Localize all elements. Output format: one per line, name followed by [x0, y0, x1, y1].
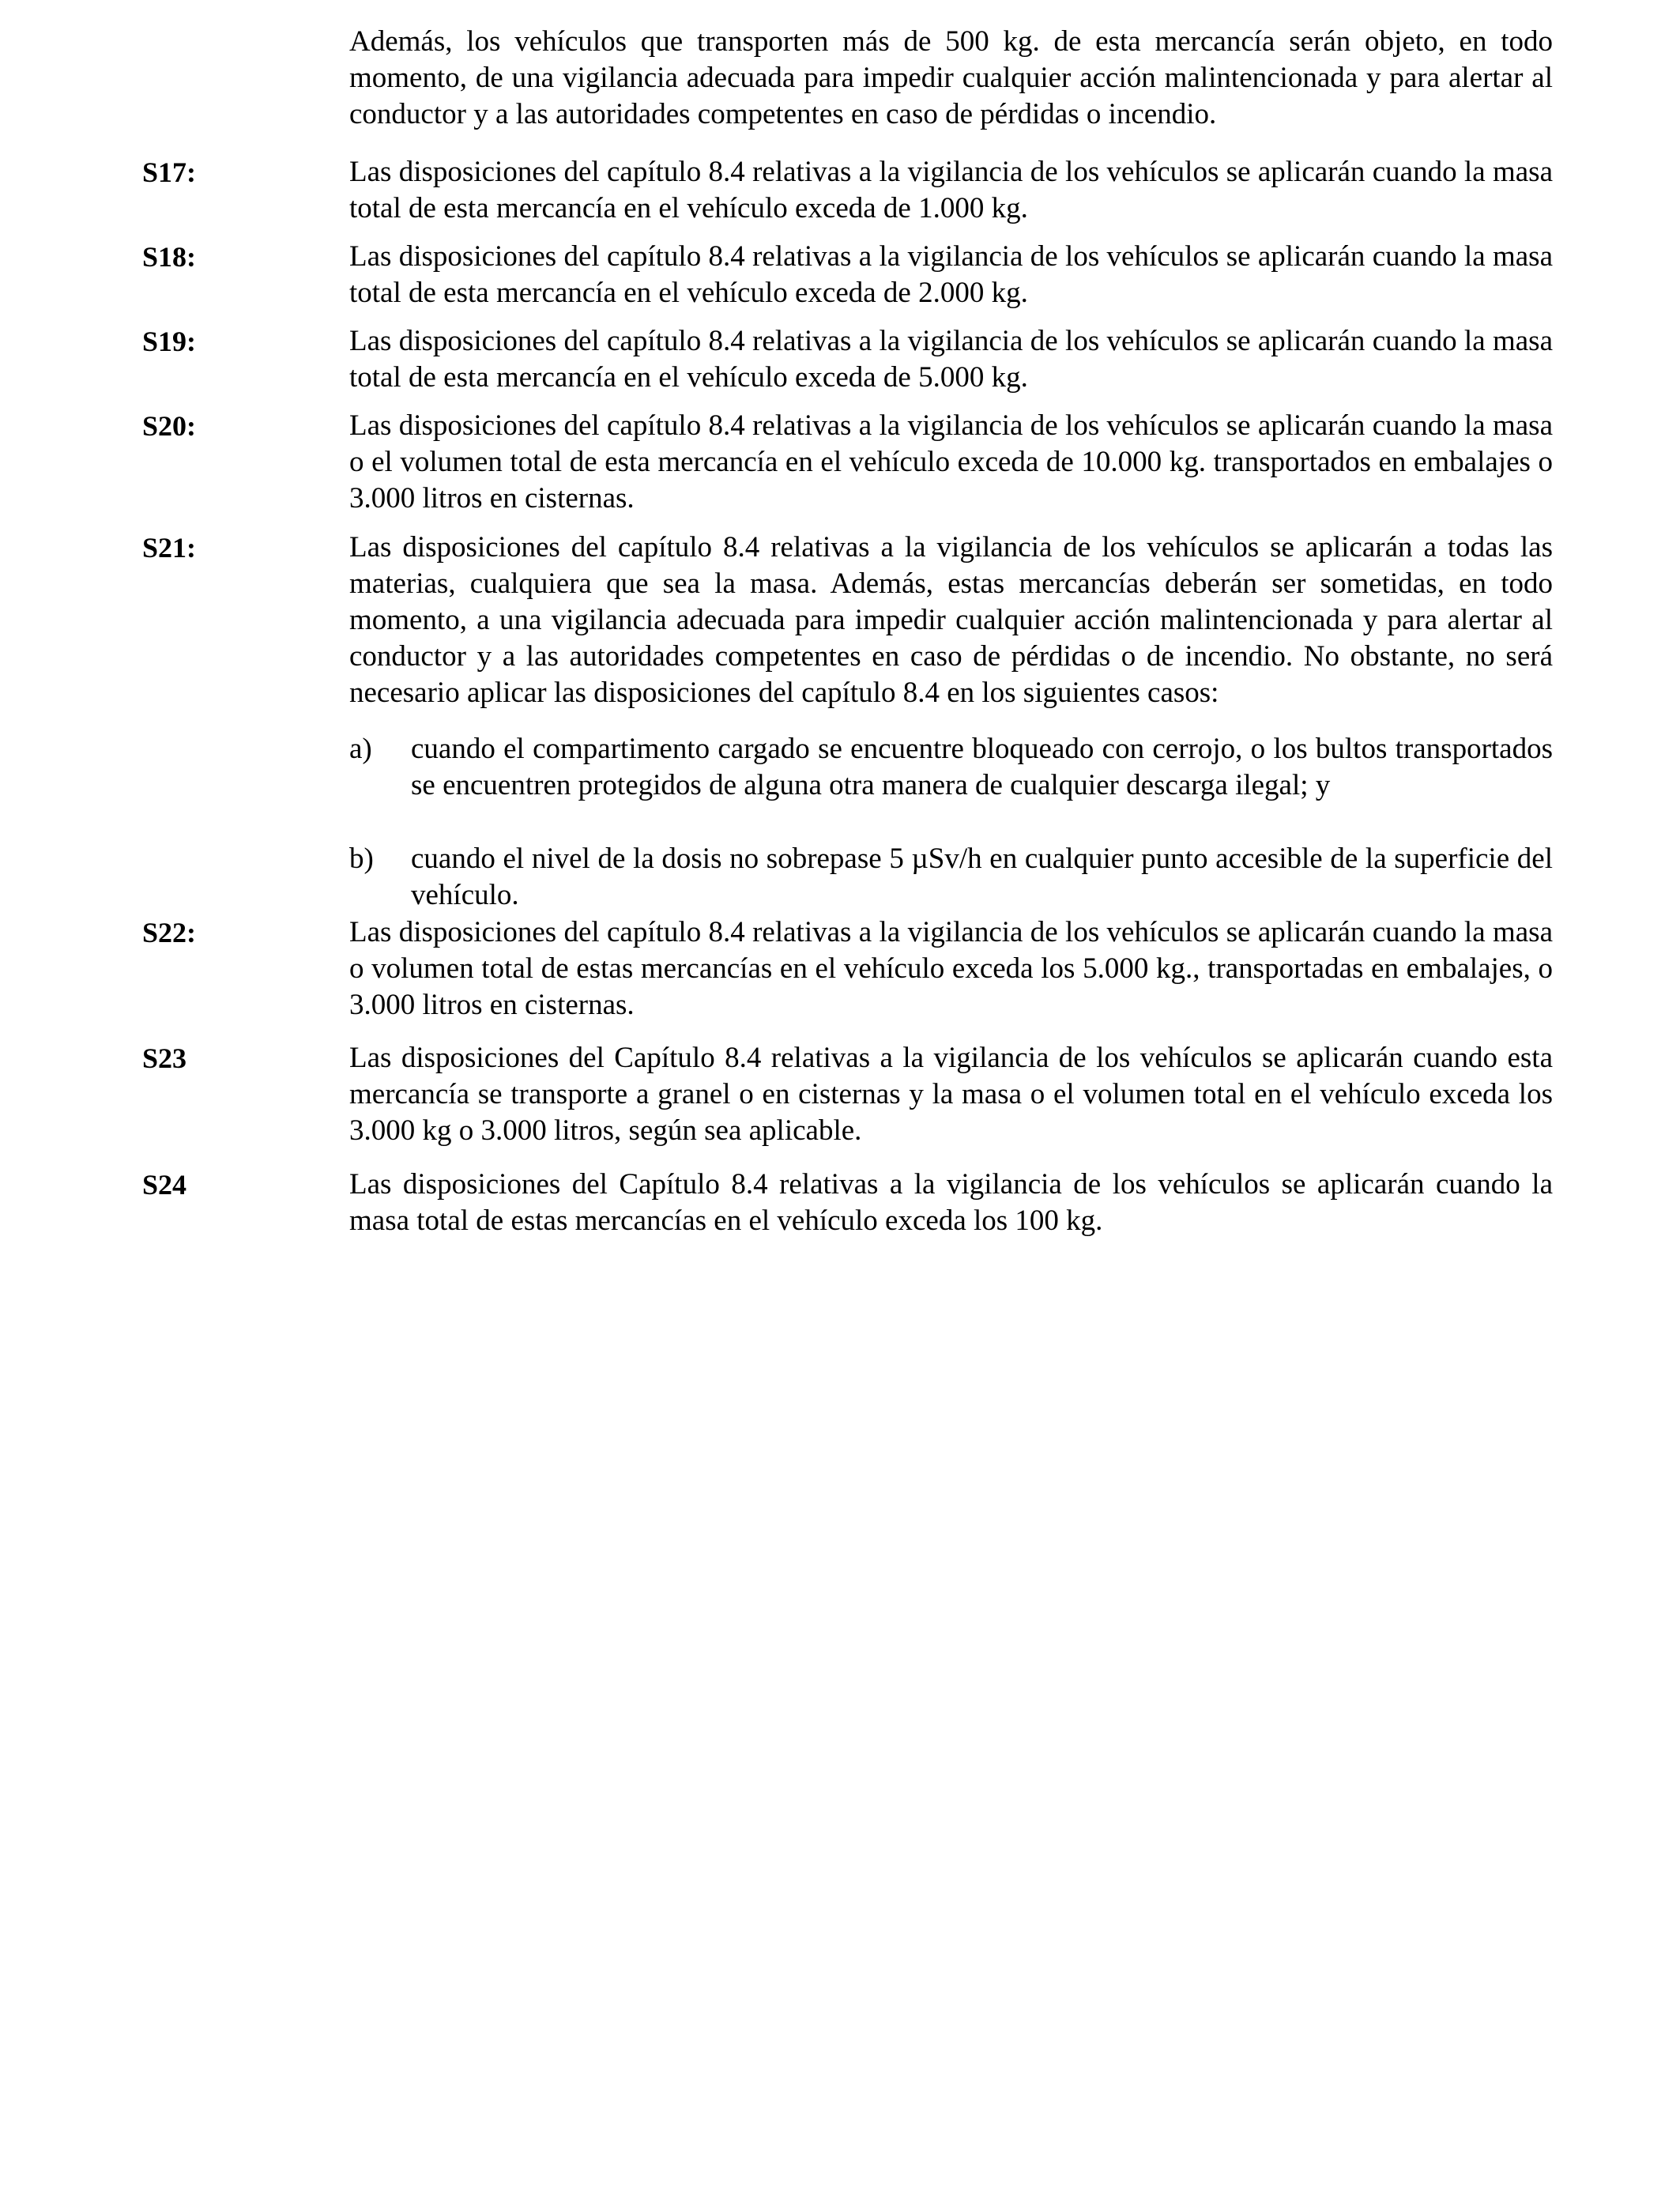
- provision-label: S17:: [142, 156, 197, 188]
- subitem-a: [349, 731, 1553, 804]
- provision-s21: [142, 530, 1553, 711]
- provision-s23: [142, 1040, 1553, 1149]
- provision-label: S20:: [142, 410, 197, 442]
- provision-text: Las disposiciones del Capítulo 8.4 relativas a la vigilancia de los vehículos se aplicarán cuando esta mercancía se transporte a granel o en cisternas y la masa o el volumen total en el vehículo exceda los 3.000 kg o 3.000 litros, según sea aplicable.: [349, 1042, 1553, 1147]
- provision-text: Las disposiciones del capítulo 8.4 relativas a la vigilancia de los vehículos se aplicarán cuando la masa o volumen total de estas mercancías en el vehículo exceda los 5.000 kg., transportadas en embalajes, o 3.000 litros en cisternas.: [349, 916, 1553, 1021]
- subitem-letter: b): [349, 843, 374, 875]
- provision-s24: [142, 1167, 1553, 1239]
- subitem-text: cuando el compartimento cargado se encuentre bloqueado con cerrojo, o los bultos transportados se encuentren protegidos de alguna otra manera de cualquier descarga ilegal; y: [411, 733, 1553, 801]
- provision-label: S19:: [142, 326, 197, 357]
- provision-s18: [142, 239, 1553, 311]
- provision-s20: [142, 408, 1553, 517]
- provision-label: S22:: [142, 917, 197, 948]
- subitem-b: [349, 841, 1553, 914]
- provision-label: S18:: [142, 241, 197, 273]
- provision-text: Las disposiciones del capítulo 8.4 relativas a la vigilancia de los vehículos se aplicarán cuando la masa total de esta mercancía en el vehículo exceda de 1.000 kg.: [349, 156, 1553, 224]
- provision-s19: [142, 323, 1553, 396]
- subitem-text: cuando el nivel de la dosis no sobrepase 5 µSv/h en cualquier punto accesible de la superficie del vehículo.: [411, 843, 1553, 911]
- provision-label: S21:: [142, 532, 197, 564]
- intro-text: Además, los vehículos que transporten más de 500 kg. de esta mercancía serán objeto, en todo momento, de una vigilancia adecuada para impedir cualquier acción malintencionada y para alertar al conductor y a las autoridades competentes en caso de pérdidas o incendio.: [349, 25, 1553, 130]
- subitem-letter: a): [349, 733, 372, 765]
- provision-label: S23: [142, 1042, 187, 1074]
- provision-text: Las disposiciones del capítulo 8.4 relativas a la vigilancia de los vehículos se aplicarán cuando la masa o el volumen total de esta mercancía en el vehículo exceda de 10.000 kg. transportados en embalajes o 3.000 litros en cisternas.: [349, 409, 1553, 515]
- provision-text: Las disposiciones del capítulo 8.4 relativas a la vigilancia de los vehículos se aplicarán a todas las materias, cualquiera que sea la masa. Además, estas mercancías deberán ser sometidas, en todo momento, a una vigilancia adecuada para impedir cualquier acción malintencionada y para alertar al conductor y a las autoridades competentes en caso de pérdidas o de incendio. No obstante, no será necesario aplicar las disposiciones del capítulo 8.4 en los siguientes casos:: [349, 531, 1553, 709]
- provision-text: Las disposiciones del Capítulo 8.4 relativas a la vigilancia de los vehículos se aplicarán cuando la masa total de estas mercancías en el vehículo exceda los 100 kg.: [349, 1168, 1553, 1237]
- provision-label: S24: [142, 1169, 187, 1201]
- intro-paragraph: [142, 24, 1553, 133]
- provision-s17: [142, 154, 1553, 227]
- provision-text: Las disposiciones del capítulo 8.4 relativas a la vigilancia de los vehículos se aplicarán cuando la masa total de esta mercancía en el vehículo exceda de 2.000 kg.: [349, 240, 1553, 309]
- provision-text: Las disposiciones del capítulo 8.4 relativas a la vigilancia de los vehículos se aplicarán cuando la masa total de esta mercancía en el vehículo exceda de 5.000 kg.: [349, 325, 1553, 394]
- provision-s22: [142, 914, 1553, 1023]
